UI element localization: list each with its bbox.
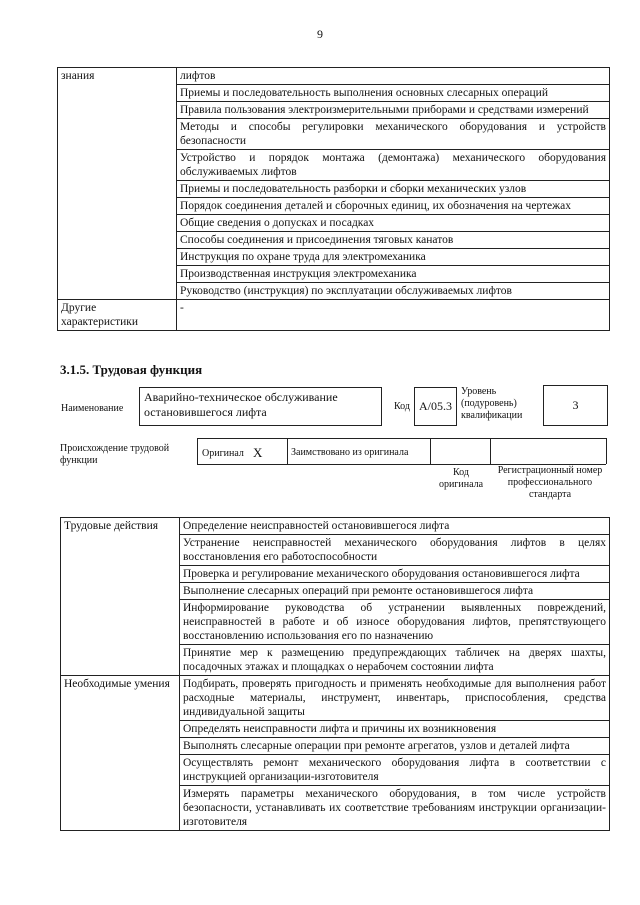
name-label: Наименование <box>61 403 124 414</box>
knowledge-item: Устройство и порядок монтажа (демонтажа) механического оборудования обслуживаемых лифтов <box>177 150 610 181</box>
other-characteristics-value: - <box>177 300 610 331</box>
origin-line <box>606 438 607 464</box>
table-row <box>61 518 610 535</box>
work-action-item: Выполнение слесарных операций при ремонте остановившегося лифта <box>180 583 610 600</box>
work-actions-label: Трудовые действия <box>61 518 180 676</box>
knowledge-label: знания <box>58 68 177 300</box>
function-table <box>60 517 610 831</box>
knowledge-item: Способы соединения и присоединения тяговых канатов <box>177 232 610 249</box>
name-box <box>139 387 382 426</box>
knowledge-item: Методы и способы регулировки механического оборудования и устройств безопасности <box>177 119 610 150</box>
work-action-item: Устранение неисправностей механического оборудования лифтов в целях восстановления его работоспособности <box>180 535 610 566</box>
level-box <box>543 385 608 426</box>
origin-line <box>287 438 288 464</box>
code-value: A/05.3 <box>419 399 452 413</box>
work-action-item: Проверка и регулирование механического оборудования остановившегося лифта <box>180 566 610 583</box>
original-mark: X <box>253 445 263 460</box>
origin-line <box>197 438 198 464</box>
name-value: Аварийно-техническое обслуживание остановившегося лифта <box>144 390 338 419</box>
knowledge-item: Общие сведения о допусках и посадках <box>177 215 610 232</box>
table-row <box>58 300 610 331</box>
skill-item: Выполнять слесарные операции при ремонте агрегатов, узлов и деталей лифта <box>180 738 610 755</box>
skill-item: Определять неисправности лифта и причины их возникновения <box>180 721 610 738</box>
origin-line <box>490 438 491 464</box>
work-action-item: Принятие мер к размещению предупреждающих табличек на дверях шахты, посадочных этажах и площадках о нерабочем состоянии лифта <box>180 645 610 676</box>
page-number: 9 <box>317 27 323 41</box>
knowledge-item: Приемы и последовательность разборки и сборки механических узлов <box>177 181 610 198</box>
work-action-item: Определение неисправностей остановившегося лифта <box>180 518 610 535</box>
origin-line <box>430 438 431 464</box>
origin-label: Происхождение трудовой функции <box>60 443 170 466</box>
other-characteristics-label: Другие характеристики <box>58 300 177 331</box>
section-title: 3.1.5. Трудовая функция <box>60 362 203 377</box>
table-row <box>58 68 610 85</box>
reg-number-caption: Регистрационный номер профессионального стандарта <box>497 465 603 500</box>
code-origin-caption: Код оригинала <box>438 467 484 490</box>
original-label: Оригинал <box>202 448 244 459</box>
work-action-item: Информирование руководства об устранении выявленных повреждений, неисправностей в работе и об износе оборудования лифтов, препятствующего восстановлению использования его по назначению <box>180 600 610 645</box>
level-label: Уровень (подуровень) квалификации <box>461 386 523 421</box>
knowledge-item: Инструкция по охране труда для электромеханика <box>177 249 610 266</box>
knowledge-item: Приемы и последовательность выполнения основных слесарных операций <box>177 85 610 102</box>
skill-item: Осуществлять ремонт механического оборудования лифта в соответствии с инструкцией организации-изготовителя <box>180 755 610 786</box>
code-label: Код <box>394 401 410 412</box>
knowledge-item: Руководство (инструкция) по эксплуатации обслуживаемых лифтов <box>177 283 610 300</box>
borrowed-label: Заимствовано из оригинала <box>291 447 409 458</box>
knowledge-item: лифтов <box>177 68 610 85</box>
origin-line <box>197 438 606 439</box>
knowledge-item: Правила пользования электроизмерительными приборами и средствами измерений <box>177 102 610 119</box>
code-box <box>414 387 457 426</box>
knowledge-item: Производственная инструкция электромеханика <box>177 266 610 283</box>
knowledge-table <box>57 67 610 331</box>
table-row <box>61 676 610 721</box>
skill-item: Подбирать, проверять пригодность и применять необходимые для выполнения работ расходные материалы, инструмент, инвентарь, приспособления, средства индивидуальной защиты <box>180 676 610 721</box>
level-value: 3 <box>572 398 579 412</box>
knowledge-item: Порядок соединения деталей и сборочных единиц, их обозначения на чертежах <box>177 198 610 215</box>
skill-item: Измерять параметры механического оборудования, в том числе устройств безопасности, устанавливать их соответствие требованиям инструкции организации-изготовителя <box>180 786 610 831</box>
skills-label: Необходимые умения <box>61 676 180 831</box>
